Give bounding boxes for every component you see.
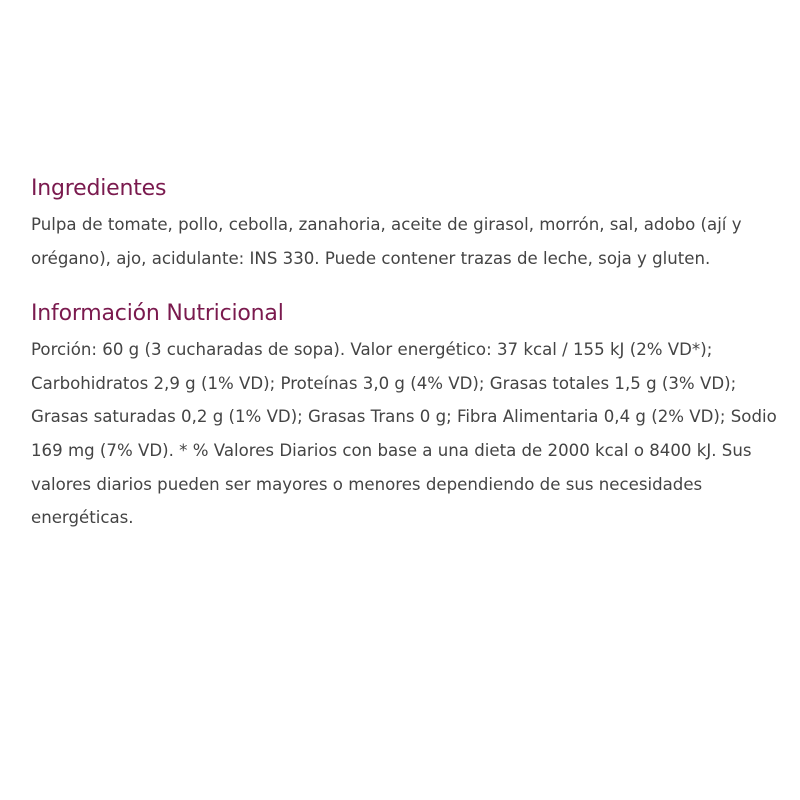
- ingredients-text: Pulpa de tomate, pollo, cebolla, zanahoria, aceite de girasol, morrón, sal, adobo (ají y orégano), ajo, acidulante: INS 330. Puede contener trazas de leche, soja y gluten.: [31, 215, 742, 268]
- nutrition-text: Porción: 60 g (3 cucharadas de sopa). Valor energético: 37 kcal / 155 kJ (2% VD*); Carbohidratos 2,9 g (1% VD); Proteínas 3,0 g (4% VD); Grasas totales 1,5 g (3% VD); Grasas saturadas 0,2 g (1% VD); Grasas Trans 0 g; Fibra Alimentaria 0,4 g (2% VD); Sodio 169 mg (7% VD). * % Valores Diarios con base a una dieta de 2000 kcal o 8400 kJ. Sus valores diarios pueden ser mayores o menores dependiendo de sus necesidades energéticas.: [31, 340, 777, 528]
- nutrition-section: [31, 297, 781, 535]
- ingredients-heading: Ingredientes: [31, 176, 167, 201]
- product-info: [31, 172, 781, 535]
- nutrition-heading: Información Nutricional: [31, 301, 284, 327]
- ingredients-section: [31, 172, 781, 275]
